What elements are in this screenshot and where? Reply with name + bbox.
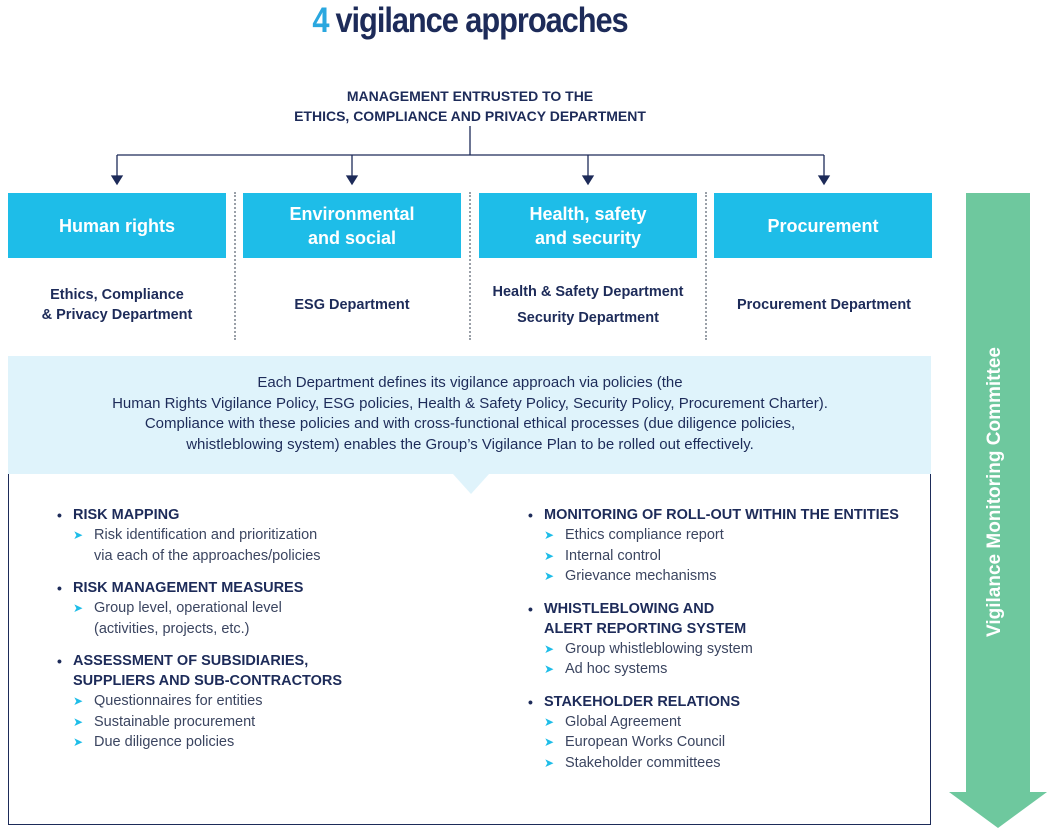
title-text: vigilance approaches [335,1,628,40]
chevron-right-icon: ➤ [544,548,555,563]
list-item [57,578,477,639]
sub-item [57,691,477,712]
chevron-right-icon: ➤ [73,735,84,749]
sub-item [528,546,948,567]
item-title: • STAKEHOLDER RELATIONS [528,692,948,712]
sub-item-text: Group whistleblowing system [565,640,753,657]
approach-human-rights: Human rights [8,193,226,258]
sub-item [57,732,477,753]
column-separator [705,192,707,340]
info-line: Each Department defines its vigilance approach via policies (the [257,374,683,391]
sub-item-text: Due diligence policies [94,734,235,750]
management-line-2: ETHICS, COMPLIANCE AND PRIVACY DEPARTMENT [294,108,646,124]
sub-item-text: Global Agreement [565,713,682,730]
item-title: • RISK MANAGEMENT MEASURES [57,578,477,598]
dept-environmental-social [243,270,461,340]
approach-health-safety-security: Health, safety and security [479,193,697,258]
sub-item [57,712,477,733]
sub-item-text: Stakeholder committees [565,754,721,771]
sub-item-text: Internal control [565,547,661,564]
sub-item-text: Ethics compliance report [565,527,724,543]
item-title: • MONITORING OF ROLL-OUT WITHIN THE ENTITIES [528,505,948,525]
chevron-right-icon: ➤ [544,735,555,749]
committee-label-text: Vigilance Monitoring Committee [984,347,1005,637]
sub-item-text: Grievance mechanisms [565,568,717,584]
chevron-right-icon: ➤ [544,662,555,676]
sub-item [528,566,948,587]
sub-item-text: Sustainable procurement [94,713,256,730]
sub-item [528,659,948,680]
right-column [528,505,948,785]
chevron-right-icon: ➤ [73,528,84,542]
list-item [528,599,948,680]
sub-item [528,732,948,753]
sub-item-text: Group level, operational level (activities, projects, etc.) [94,600,282,637]
approach-environmental-social: Environmental and social [243,193,461,258]
dept-line: Ethics, Compliance [50,287,184,303]
chevron-right-icon: ➤ [544,641,555,656]
column-separator [469,192,471,340]
chevron-right-icon: ➤ [73,694,84,708]
list-item [528,505,948,587]
sub-item-text: European Works Council [565,734,726,750]
sub-item [528,525,948,546]
dept-line: Procurement Department [736,297,912,313]
dept-line: & Privacy Department [41,307,193,323]
sub-item-text: Risk identification and prioritization via each of the approaches/policies [94,527,321,564]
item-title: • ASSESSMENT OF SUBSIDIARIES, SUPPLIERS AND SUB-CONTRACTORS [57,651,477,691]
sub-item [57,525,477,566]
chevron-right-icon: ➤ [73,601,84,615]
sub-item [528,639,948,660]
info-line: Human Rights Vigilance Policy, ESG policies, Health & Safety Policy, Security Policy, Procurement Charter). [112,394,828,412]
column-separator [234,192,236,340]
dept-health-safety-security [472,270,704,340]
dept-procurement [712,270,936,340]
sub-item-text: Questionnaires for entities [94,693,263,709]
sub-item [528,753,948,774]
approach-procurement: Procurement [714,193,932,258]
chevron-right-icon: ➤ [544,528,555,542]
list-item [57,651,477,753]
dept-line: Security Department [517,310,659,326]
item-title: • WHISTLEBLOWING AND ALERT REPORTING SYSTEM [528,599,948,639]
chevron-right-icon: ➤ [544,569,555,583]
chevron-right-icon: ➤ [73,714,84,729]
left-column [57,505,477,765]
title-number: 4 [312,1,329,40]
dept-human-rights [8,270,226,340]
chevron-right-icon: ➤ [544,755,555,770]
info-text [20,373,920,455]
item-title: • RISK MAPPING [57,505,477,525]
dept-line: ESG Department [294,297,410,313]
info-line: Compliance with these policies and with cross-functional ethical processes (due diligence policies, [144,415,796,432]
dept-line: Health & Safety Department [492,284,684,300]
sub-item [57,598,477,639]
list-item [528,692,948,774]
management-line-1: MANAGEMENT ENTRUSTED TO THE [346,88,594,104]
chevron-right-icon: ➤ [544,714,555,729]
sub-item [528,712,948,733]
list-item [57,505,477,566]
info-line: whistleblowing system) enables the Group’s Vigilance Plan to be rolled out effectively. [186,435,754,453]
sub-item-text: Ad hoc systems [565,661,668,677]
